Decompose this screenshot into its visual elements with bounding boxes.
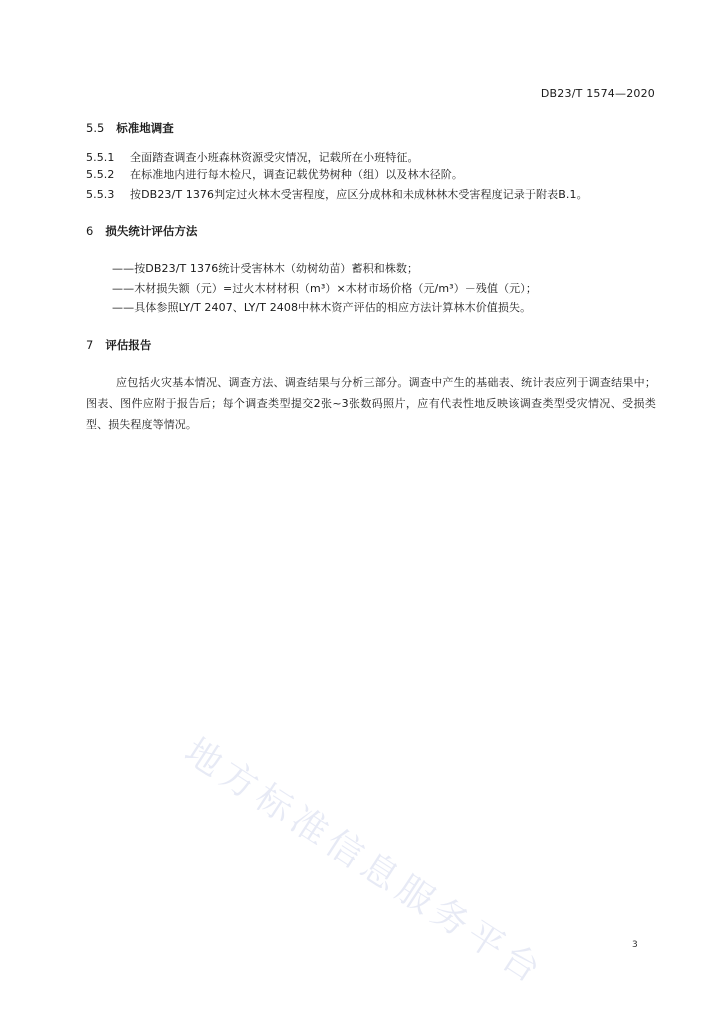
clause-number: 5.5.3 (86, 188, 115, 201)
method-item-1: ——按DB23/T 1376统计受害林木（幼树幼苗）蓄积和株数； (112, 262, 419, 275)
method-item-2: ——木材损失额（元）=过火木材材积（m³）×木材市场价格（元/m³）－残值（元）； (112, 282, 537, 295)
clause-5-5-3 (86, 186, 588, 202)
clause-text: 在标准地内进行每木检尺，调查记载优势树种（组）以及林木径阶。 (130, 168, 463, 181)
section-number: 7 (86, 338, 94, 352)
section-title: 损失统计评估方法 (105, 224, 198, 238)
section-5-5-heading (86, 120, 174, 136)
section-number: 6 (86, 224, 94, 238)
section-title: 评估报告 (105, 338, 152, 352)
clause-5-5-1 (86, 149, 419, 165)
clause-number: 5.5.2 (86, 168, 115, 181)
clause-5-5-2 (86, 166, 463, 182)
clause-text: 全面踏查调查小班森林资源受灾情况，记载所在小班特征。 (130, 151, 419, 164)
watermark: 地方标准信息服务平台 (177, 730, 552, 994)
section-title: 标准地调查 (116, 121, 174, 135)
method-item-3: ——具体参照LY/T 2407、LY/T 2408中林木资产评估的相应方法计算林木价值损失。 (112, 301, 532, 314)
section-7-heading (86, 337, 151, 353)
clause-number: 5.5.1 (86, 151, 115, 164)
document-code: DB23/T 1574—2020 (540, 87, 655, 100)
report-paragraph: 应包括火灾基本情况、调查方法、调查结果与分析三部分。调查中产生的基础表、统计表应列于调查结果中；图表、图件应附于报告后；每个调查类型提交2张~3张数码照片，应有代表性地反映该调查类型受灾情况、受损类型、损失程度等情况。 (86, 376, 656, 431)
section-number: 5.5 (86, 121, 105, 135)
clause-text: 按DB23/T 1376判定过火林木受害程度，应区分成林和未成林林木受害程度记录于附表B.1。 (130, 188, 588, 201)
page-number: 3 (632, 940, 638, 950)
section-6-heading (86, 223, 197, 239)
